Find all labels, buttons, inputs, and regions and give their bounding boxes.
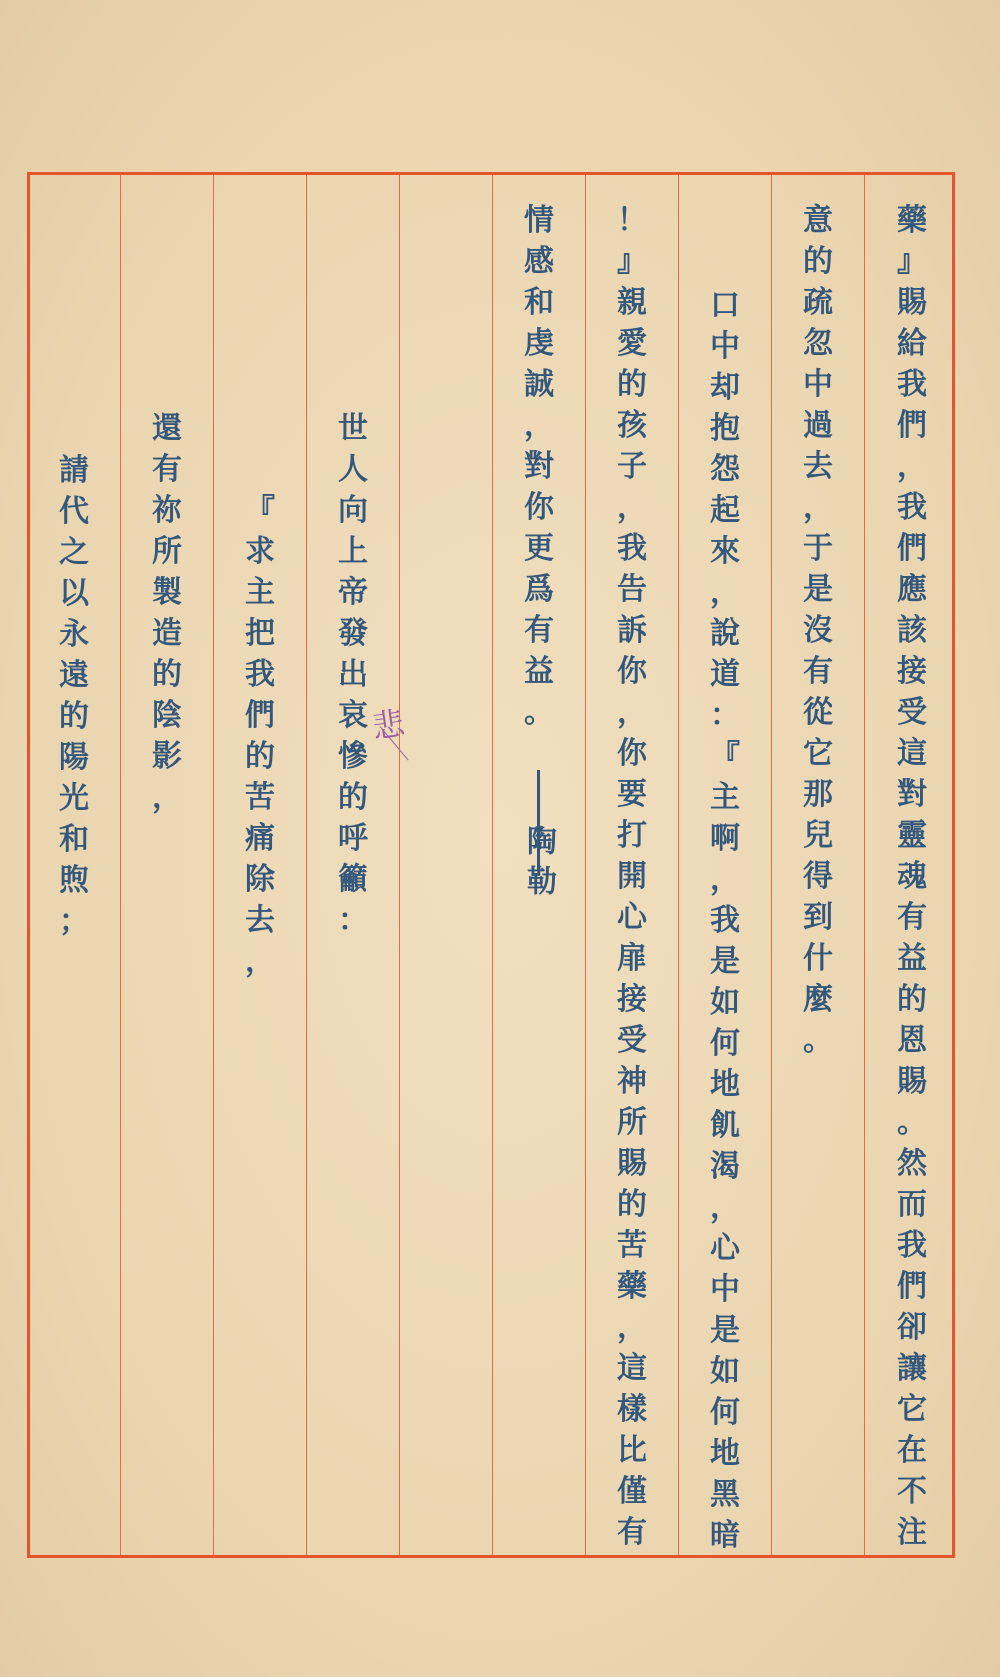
glyph: 痛 xyxy=(245,821,275,856)
text-column-2 xyxy=(772,200,864,1061)
glyph: 哀 xyxy=(338,698,368,733)
glyph: 去 xyxy=(803,449,833,484)
glyph: 意 xyxy=(803,203,833,238)
glyph: 所 xyxy=(152,534,182,569)
glyph: 人 xyxy=(338,452,368,487)
glyph: 』 xyxy=(617,244,647,279)
glyph: 苦 xyxy=(617,1228,647,1263)
glyph: 的 xyxy=(617,1187,647,1222)
glyph: 過 xyxy=(803,408,833,443)
glyph: 讓 xyxy=(897,1351,927,1386)
glyph: 何 xyxy=(710,1395,740,1430)
glyph: 世 xyxy=(338,411,368,446)
glyph: 苦 xyxy=(245,780,275,815)
glyph: ， xyxy=(897,449,927,484)
author-name: 陶勒 xyxy=(521,825,556,905)
glyph: 帝 xyxy=(338,575,368,610)
glyph: 。 xyxy=(524,695,554,730)
glyph: 代 xyxy=(59,494,89,529)
glyph: 要 xyxy=(617,777,647,812)
glyph: 影 xyxy=(152,739,182,774)
glyph: 中 xyxy=(710,1272,740,1307)
glyph: 祢 xyxy=(152,493,182,528)
glyph: ， xyxy=(617,1310,647,1345)
glyph: 它 xyxy=(803,736,833,771)
glyph: ： xyxy=(338,903,368,938)
text-column-1 xyxy=(866,200,958,1553)
glyph: 在 xyxy=(897,1433,927,1468)
glyph: 魂 xyxy=(897,859,927,894)
glyph: 陰 xyxy=(152,698,182,733)
glyph: 更 xyxy=(524,531,554,566)
glyph: 對 xyxy=(524,449,554,484)
glyph: 的 xyxy=(897,982,927,1017)
glyph: 而 xyxy=(897,1187,927,1222)
glyph: 陽 xyxy=(59,740,89,775)
glyph: 恩 xyxy=(897,1023,927,1058)
glyph: 該 xyxy=(897,613,927,648)
glyph: 。 xyxy=(803,1023,833,1058)
glyph: 如 xyxy=(710,985,740,1020)
glyph: 們 xyxy=(897,531,927,566)
glyph: 它 xyxy=(897,1392,927,1427)
text-column-3 xyxy=(679,285,771,1556)
column-rule xyxy=(864,175,865,1555)
glyph: 以 xyxy=(59,576,89,611)
glyph: 却 xyxy=(710,370,740,405)
glyph: ， xyxy=(617,695,647,730)
glyph: 告 xyxy=(617,572,647,607)
glyph: 主 xyxy=(710,780,740,815)
glyph: 訴 xyxy=(617,613,647,648)
glyph: 出 xyxy=(338,657,368,692)
glyph: 『 xyxy=(245,493,275,528)
glyph: 我 xyxy=(897,1228,927,1263)
glyph: 爲 xyxy=(524,572,554,607)
glyph: 求 xyxy=(245,534,275,569)
glyph: 受 xyxy=(897,695,927,730)
glyph: 和 xyxy=(59,822,89,857)
glyph: 除 xyxy=(245,862,275,897)
glyph: 有 xyxy=(803,654,833,689)
glyph: 遠 xyxy=(59,658,89,693)
glyph: 兒 xyxy=(803,818,833,853)
glyph: 黑 xyxy=(710,1477,740,1512)
column-rule xyxy=(399,175,400,1555)
glyph: 扉 xyxy=(617,941,647,976)
glyph: 們 xyxy=(245,698,275,733)
glyph: 賜 xyxy=(897,1064,927,1099)
glyph: 神 xyxy=(617,1064,647,1099)
glyph: 造 xyxy=(152,616,182,651)
glyph: 把 xyxy=(245,616,275,651)
glyph: 如 xyxy=(710,1354,740,1389)
glyph: 接 xyxy=(897,654,927,689)
glyph: 地 xyxy=(710,1436,740,1471)
glyph: ， xyxy=(803,490,833,525)
glyph: 有 xyxy=(524,613,554,648)
glyph: 子 xyxy=(617,449,647,484)
glyph: 樣 xyxy=(617,1392,647,1427)
glyph: 忽 xyxy=(803,326,833,361)
glyph: ， xyxy=(152,780,182,815)
glyph: 賜 xyxy=(897,285,927,320)
glyph: 麼 xyxy=(803,982,833,1017)
glyph: ！ xyxy=(617,203,647,238)
glyph: 孩 xyxy=(617,408,647,443)
text-column-9 xyxy=(121,408,213,818)
glyph: 飢 xyxy=(710,1108,740,1143)
glyph: 來 xyxy=(710,534,740,569)
glyph: 打 xyxy=(617,818,647,853)
glyph: 感 xyxy=(524,244,554,279)
glyph: 對 xyxy=(897,777,927,812)
glyph: 上 xyxy=(338,534,368,569)
glyph: 『 xyxy=(710,739,740,774)
glyph: 這 xyxy=(897,736,927,771)
glyph: 渴 xyxy=(710,1149,740,1184)
glyph: 那 xyxy=(803,777,833,812)
glyph: 們 xyxy=(897,408,927,443)
glyph: 向 xyxy=(338,493,368,528)
glyph: 親 xyxy=(617,285,647,320)
glyph: 暗 xyxy=(710,1518,740,1553)
glyph: 中 xyxy=(710,329,740,364)
glyph: 接 xyxy=(617,982,647,1017)
glyph: 我 xyxy=(245,657,275,692)
glyph: 是 xyxy=(803,572,833,607)
glyph: 的 xyxy=(803,244,833,279)
glyph: 主 xyxy=(245,575,275,610)
glyph: 抱 xyxy=(710,411,740,446)
glyph: 情 xyxy=(524,203,554,238)
glyph: 藥 xyxy=(617,1269,647,1304)
glyph: 去 xyxy=(245,903,275,938)
glyph: 應 xyxy=(897,572,927,607)
glyph: 心 xyxy=(617,900,647,935)
glyph: 說 xyxy=(710,616,740,651)
glyph: ， xyxy=(245,944,275,979)
glyph: 你 xyxy=(617,736,647,771)
glyph: 給 xyxy=(897,326,927,361)
author-attribution xyxy=(493,825,585,905)
glyph: 呼 xyxy=(338,821,368,856)
glyph: 注 xyxy=(897,1515,927,1550)
glyph: 于 xyxy=(803,531,833,566)
glyph: 們 xyxy=(897,1269,927,1304)
text-column-7 xyxy=(307,408,399,941)
glyph: 沒 xyxy=(803,613,833,648)
glyph: 這 xyxy=(617,1351,647,1386)
glyph: 怨 xyxy=(710,452,740,487)
glyph: 誠 xyxy=(524,367,554,402)
glyph: 僅 xyxy=(617,1474,647,1509)
glyph: 受 xyxy=(617,1023,647,1058)
glyph: 的 xyxy=(59,699,89,734)
glyph: 藥 xyxy=(897,203,927,238)
glyph: 到 xyxy=(803,900,833,935)
glyph: 所 xyxy=(617,1105,647,1140)
glyph: 口 xyxy=(710,288,740,323)
glyph: 光 xyxy=(59,781,89,816)
glyph: 什 xyxy=(803,941,833,976)
glyph: 道 xyxy=(710,657,740,692)
glyph: 煦 xyxy=(59,863,89,898)
glyph: ， xyxy=(524,408,554,443)
glyph: 地 xyxy=(710,1067,740,1102)
pencil-margin-note: 悲 xyxy=(369,703,407,747)
glyph: 之 xyxy=(59,535,89,570)
glyph: ： xyxy=(710,698,740,733)
glyph: 的 xyxy=(245,739,275,774)
glyph: 賜 xyxy=(617,1146,647,1181)
glyph: 得 xyxy=(803,859,833,894)
glyph: 你 xyxy=(617,654,647,689)
glyph: 不 xyxy=(897,1474,927,1509)
glyph: ， xyxy=(710,1190,740,1225)
glyph: 靈 xyxy=(897,818,927,853)
text-column-4 xyxy=(586,200,678,1553)
glyph: 虔 xyxy=(524,326,554,361)
glyph: 比 xyxy=(617,1433,647,1468)
glyph: 請 xyxy=(59,453,89,488)
glyph: ； xyxy=(59,904,89,939)
glyph: 有 xyxy=(897,900,927,935)
glyph: 從 xyxy=(803,695,833,730)
glyph: 籲 xyxy=(338,862,368,897)
glyph: 心 xyxy=(710,1231,740,1266)
glyph: 起 xyxy=(710,493,740,528)
glyph: 啊 xyxy=(710,821,740,856)
glyph: 何 xyxy=(710,1026,740,1061)
glyph: 的 xyxy=(152,657,182,692)
glyph: 益 xyxy=(897,941,927,976)
glyph: 你 xyxy=(524,490,554,525)
glyph: 愛 xyxy=(617,326,647,361)
glyph: 我 xyxy=(617,531,647,566)
glyph: 發 xyxy=(338,616,368,651)
glyph: 的 xyxy=(338,780,368,815)
glyph: ， xyxy=(617,490,647,525)
glyph: 我 xyxy=(897,367,927,402)
glyph: 』 xyxy=(897,244,927,279)
text-column-8 xyxy=(214,490,306,982)
text-column-10 xyxy=(28,450,120,942)
glyph: 有 xyxy=(152,452,182,487)
glyph: 是 xyxy=(710,944,740,979)
glyph: 開 xyxy=(617,859,647,894)
column-rule xyxy=(120,175,121,1555)
glyph: 還 xyxy=(152,411,182,446)
glyph: 慘 xyxy=(338,739,368,774)
glyph: 我 xyxy=(710,903,740,938)
glyph: ， xyxy=(710,862,740,897)
glyph: 我 xyxy=(897,490,927,525)
glyph: 有 xyxy=(617,1515,647,1550)
glyph: 卻 xyxy=(897,1310,927,1345)
glyph: ， xyxy=(710,575,740,610)
glyph: 中 xyxy=(803,367,833,402)
glyph: 疏 xyxy=(803,285,833,320)
glyph: 。 xyxy=(897,1105,927,1140)
glyph: 然 xyxy=(897,1146,927,1181)
glyph: 益 xyxy=(524,654,554,689)
glyph: 製 xyxy=(152,575,182,610)
glyph: 是 xyxy=(710,1313,740,1348)
glyph: 和 xyxy=(524,285,554,320)
glyph: 永 xyxy=(59,617,89,652)
text-column-5 xyxy=(493,200,585,733)
glyph: 的 xyxy=(617,367,647,402)
